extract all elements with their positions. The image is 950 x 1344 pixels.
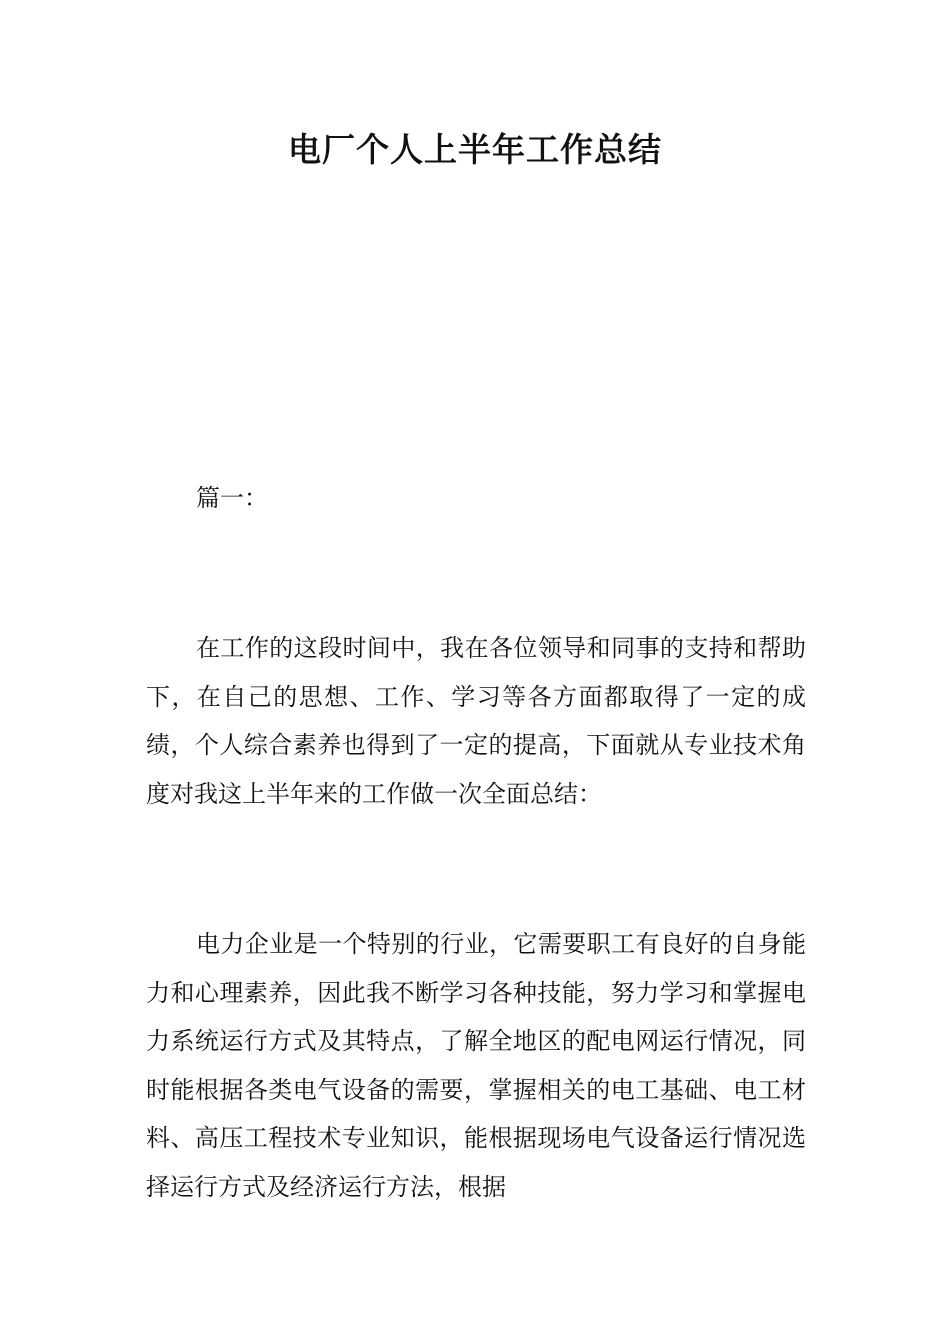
section-label: 篇一：: [196, 484, 268, 512]
paragraph-1: 在工作的这段时间中，我在各位领导和同事的支持和帮助下，在自己的思想、工作、学习等各方面都取得了一定的成绩，个人综合素养也得到了一定的提高，下面就从专业技术角度对我这上半年来的工作做一次全面总结：: [146, 634, 806, 808]
paragraph-2: 电力企业是一个特别的行业，它需要职工有良好的自身能力和心理素养，因此我不断学习各种技能，努力学习和掌握电力系统运行方式及其特点，了解全地区的配电网运行情况，同时能根据各类电气设备的需要，掌握相关的电工基础、电工材料、高压工程技术专业知识，能根据现场电气设备运行情况选择运行方式及经济运行方法，根据: [146, 930, 806, 1201]
document-title: 电厂个人上半年工作总结: [288, 130, 662, 169]
